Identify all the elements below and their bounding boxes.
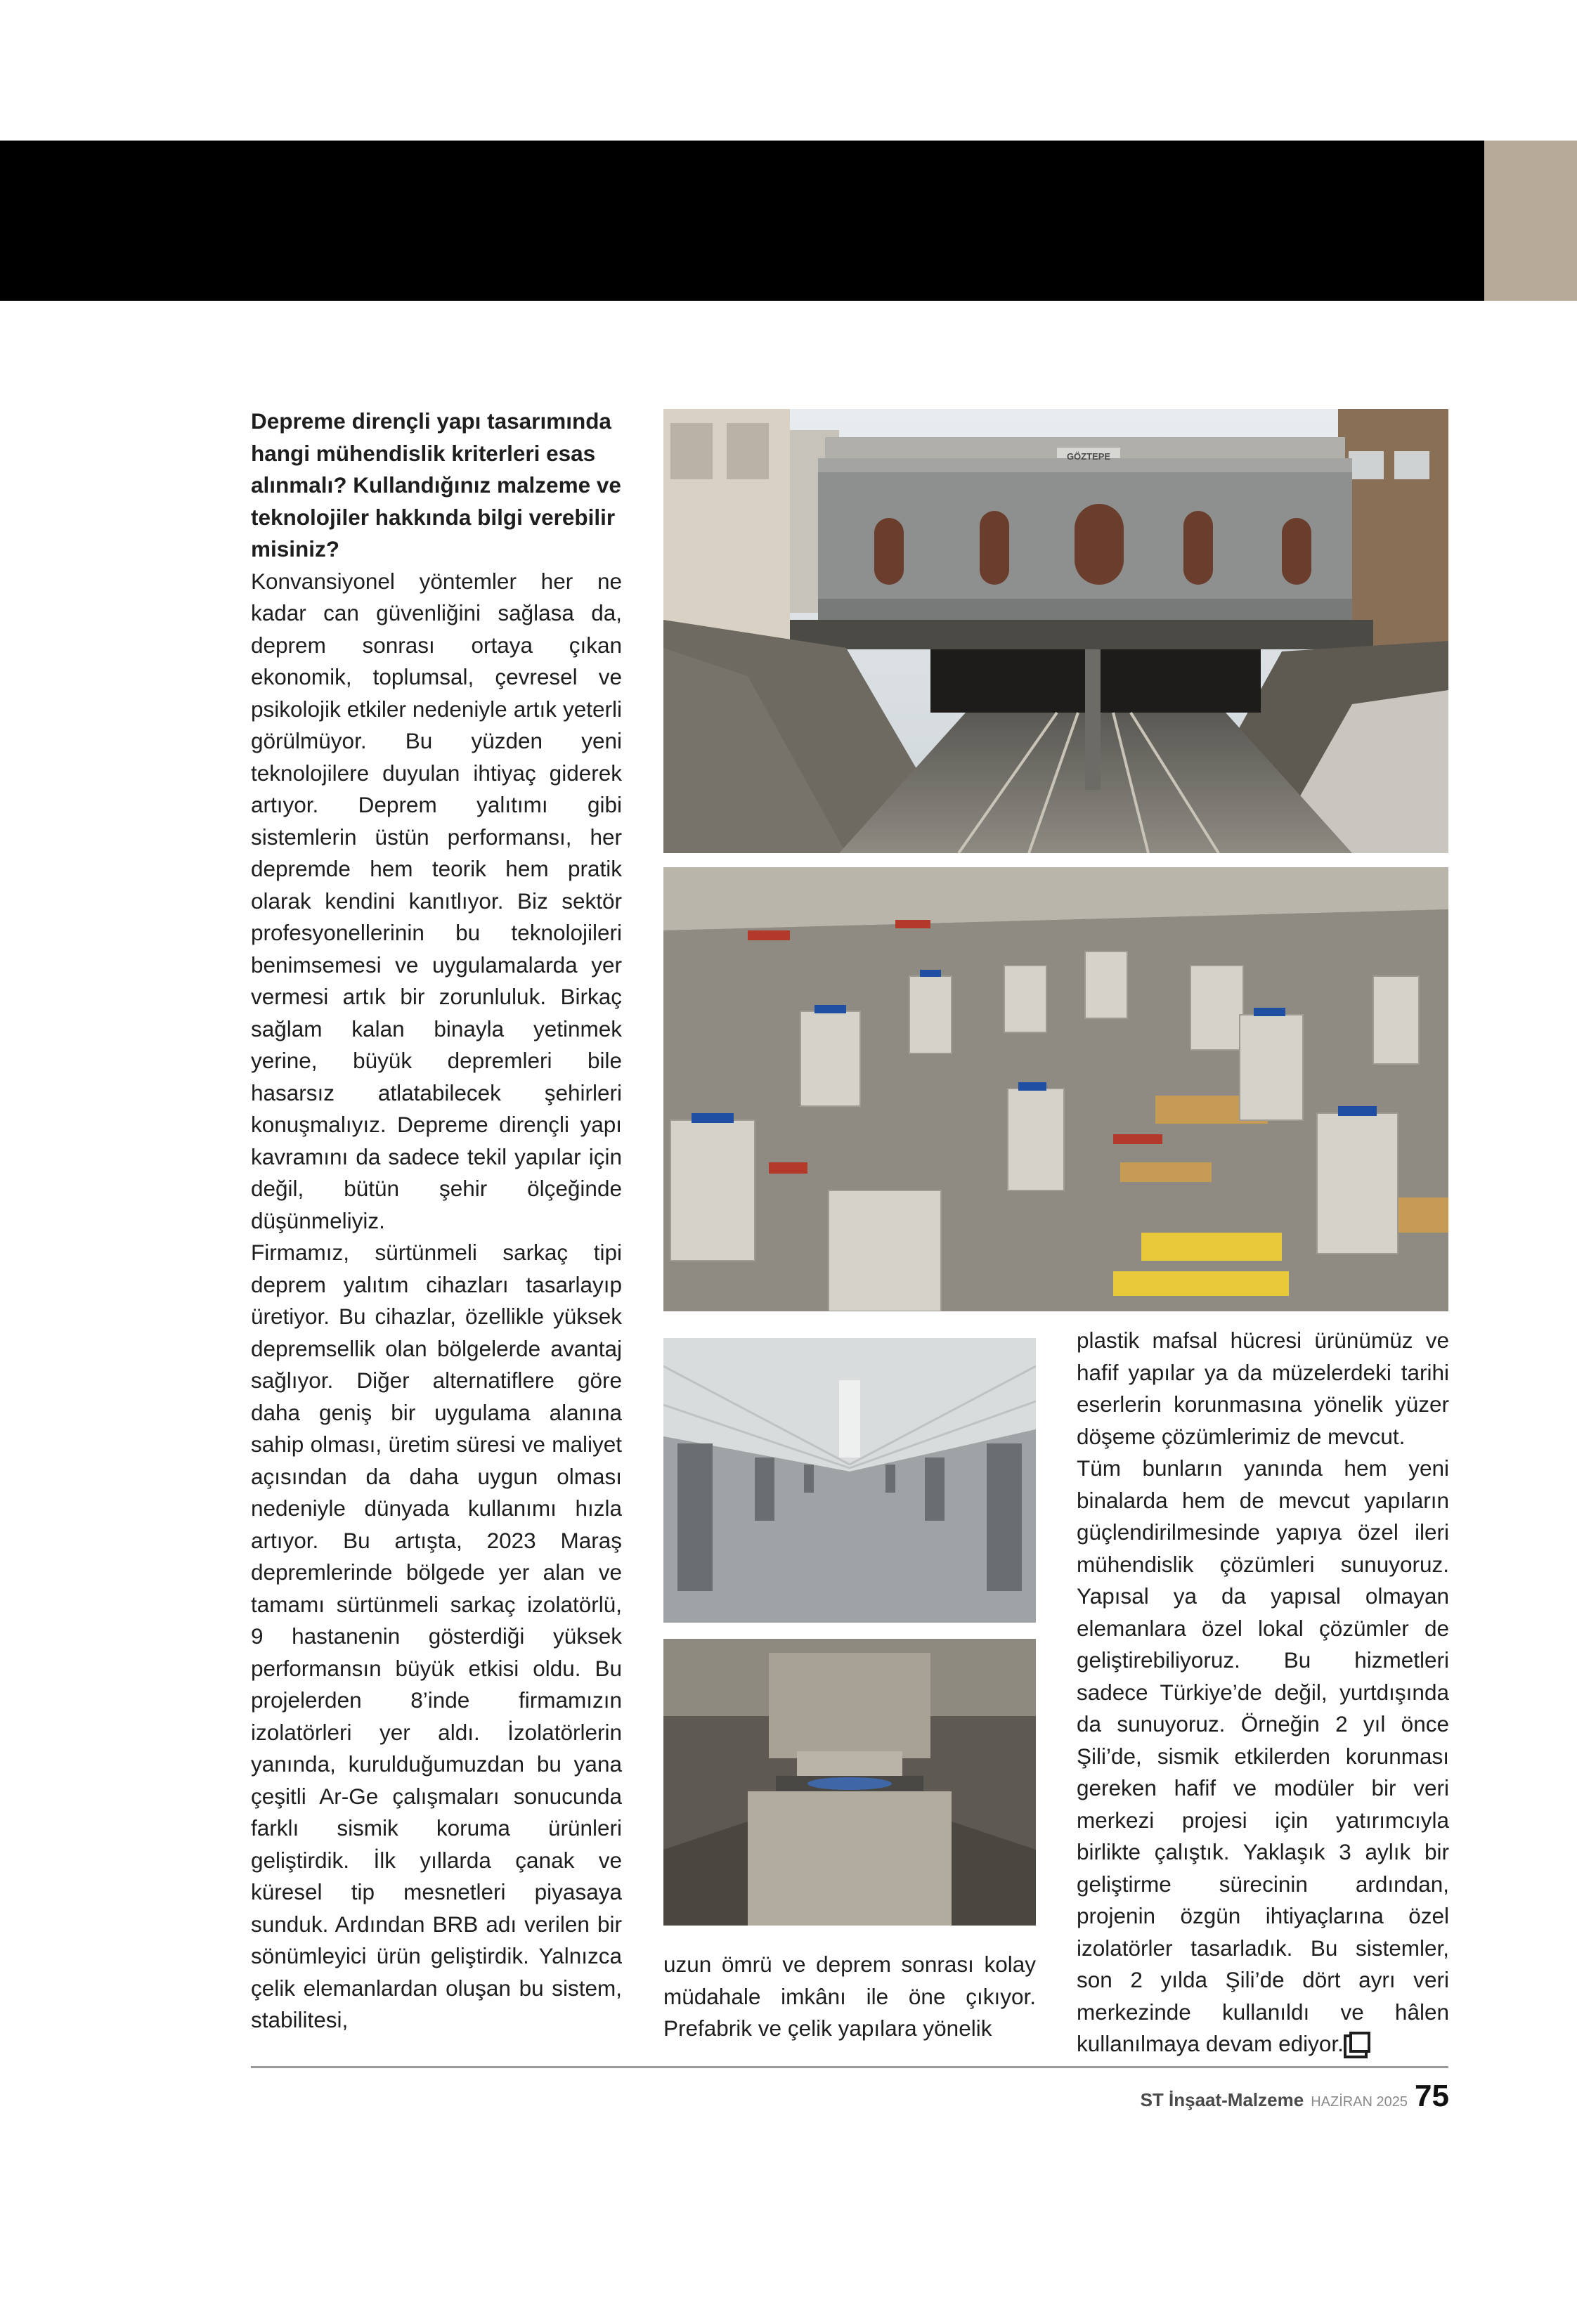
answer-paragraph-5-text: Tüm bunların yanında hem yeni binalarda hem de mevcut yapıların güçlendirilmesinde yapıya özel ileri mühendislik çözümleri sunuyoruz. Yapısal ya da yapısal olmayan elemanlara özel lokal çözümler de geliştirebiliyoruz. Bu hizmetleri sadece Türkiye’de değil, yurtdışında da sunuyoruz. Örneğin 2 yıl önce Şili’de, sismik etkilerden korunması gereken hafif ve modüler bir veri merkezi projesi için yatırımcıyla birlikte çalıştık. Yaklaşık 3 aylık bir geliştirme sürecinin ardından, projenin özgün ihtiyaçlarına özel izolatörler tasarladık. Bu sistemler, son 2 yılda Şili’de dört ayrı veri merkezinde kullanıldı ve hâlen kullanılmaya devam ediyor. [1077,1455,1449,2056]
article-left-column [251,405,622,2037]
photo-friction-pendulum-isolator [663,1639,1036,1926]
article-right-column [1077,1325,1449,2060]
article-middle-column [663,1949,1036,2045]
photo-construction-site [663,867,1448,1311]
photo-goztepe-station [663,409,1448,853]
answer-paragraph-1: Konvansiyonel yöntemler her ne kadar can güvenliğini sağlasa da, deprem sonrası ortaya çıkan ekonomik, toplumsal, çevresel ve psikolojik etkiler nedeniyle artık yeterli görülmüyor. Bu yüzden yeni teknolojilere duyulan ihtiyaç giderek artıyor. Deprem yalıtımı gibi sistemlerin üstün performansı, her depremde hem teorik hem pratik olarak kendini kanıtlıyor. Biz sektör profesyonellerinin bu teknolojileri benimsemesi ve uygulamalarda yer vermesi artık bir zorunluluk. Birkaç sağlam kalan binayla yetinmek yerine, büyük depremleri bile hasarsız atlatabilecek şehirleri konuşmalıyız. Depreme dirençli yapı kavramını da sadece tekil yapılar için değil, bütün şehir ölçeğinde düşünmeliyiz. [251,568,622,1233]
header-band [0,141,1484,301]
issue-date: HAZİRAN 2025 [1311,2094,1408,2110]
answer-paragraph-4: plastik mafsal hücresi ürünümüz ve hafif yapılar ya da müzelerdeki tarihi eserlerin korunmasına yönelik yüzer döşeme çözümlerimiz de mevcut. [1077,1327,1449,1449]
header-tab [1484,141,1577,301]
footer-rule [251,2066,1448,2068]
end-of-article-icon [1349,2032,1370,2053]
answer-paragraph-3: uzun ömrü ve deprem sonrası kolay müdahale imkânı ile öne çıkıyor. Prefabrik ve çelik yapılara yönelik [663,1952,1036,2041]
answer-paragraph-5 [1077,1453,1449,2060]
photo-isolated-basement-hall [663,1338,1036,1623]
interview-question: Depreme dirençli yapı tasarımında hangi mühendislik kriterleri esas alınmalı? Kullandığınız malzeme ve teknolojiler hakkında bilgi verebilir misiniz? [251,408,621,561]
page-footer [1141,2079,1449,2114]
station-sign-text: GÖZTEPE [1066,451,1111,462]
page-number: 75 [1415,2079,1449,2113]
publication-name: ST İnşaat-Malzeme [1140,2089,1304,2110]
answer-paragraph-2: Firmamız, sürtünmeli sarkaç tipi deprem yalıtım cihazları tasarlayıp üretiyor. Bu cihazlar, özellikle yüksek depremsellik olan bölgelerde avantaj sağlıyor. Diğer alternatiflere göre daha geniş bir uygulama alanına sahip olması, üretim süresi ve maliyet açısından da daha uygun olması nedeniyle dünyada kullanımı hızla artıyor. Bu artışta, 2023 Maraş depremlerinde bölgede yer alan ve tamamı sürtünmeli sarkaç izolatörlü, 9 hastanenin gösterdiği yüksek performansın büyük etkisi oldu. Bu projelerden 8’inde firmamızın izolatörleri yer aldı. İzolatörlerin yanında, kurulduğumuzdan bu yana çeşitli Ar-Ge çalışmaları sonucunda farklı sismik koruma ürünleri geliştirdik. İlk yıllarda çanak ve küresel tip mesnetleri piyasaya sunduk. Ardından BRB adı verilen bir sönümleyici ürün geliştirdik. Yalnızca çelik elemanlardan oluşan bu sistem, stabilitesi, [251,1240,622,2032]
